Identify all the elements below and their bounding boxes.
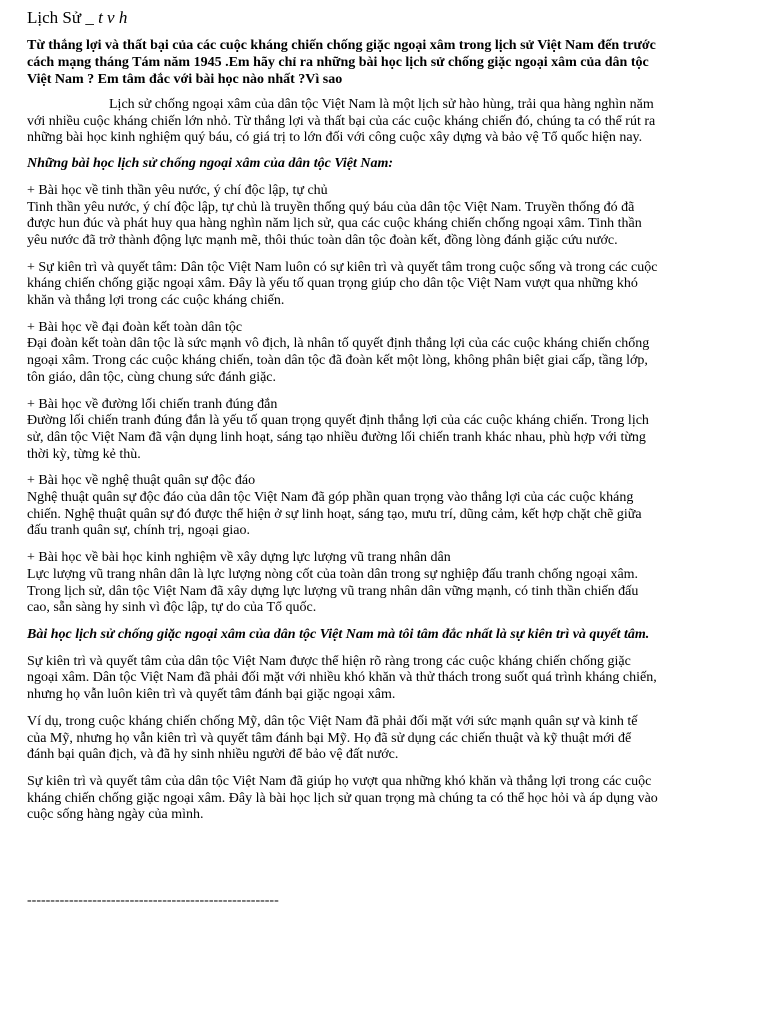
- lesson-item: [27, 320, 659, 387]
- lesson-item: [27, 260, 659, 310]
- lesson-item: [27, 473, 659, 540]
- lesson-text: + Sự kiên trì và quyết tâm: Dân tộc Việt Nam luôn có sự kiên trì và quyết tâm trong cuộc sống và trong các cuộc kháng chiến chống giặc ngoại xâm. Đây là yếu tố quan trọng giúp cho dân tộc Việt Nam vượt qua những khó khăn và thắng lợi trong các cuộc kháng chiến.: [27, 259, 658, 309]
- favorite-lesson-heading: Bài học lịch sử chống giặc ngoại xâm của dân tộc Việt Nam mà tôi tâm đắc nhất là sự kiên trì và quyết tâm.: [27, 626, 650, 642]
- lesson-text: Đường lối chiến tranh đúng đắn là yếu tố quan trọng quyết định thắng lợi của các cuộc kháng chiến. Trong lịch sử, dân tộc Việt Nam đã vận dụng linh hoạt, sáng tạo nhiều đường lối chiến tranh khác nhau, phù hợp với từng thời kỳ, từng kẻ thù.: [27, 413, 649, 462]
- lesson-title: + Bài học về bài học kinh nghiệm về xây dựng lực lượng vũ trang nhân dân: [27, 550, 451, 566]
- divider-line: ------------------------------------------------------: [27, 893, 279, 908]
- lesson-item: [27, 397, 659, 464]
- favorite-paragraph: Sự kiên trì và quyết tâm của dân tộc Việt Nam đã giúp họ vượt qua những khó khăn và thắng lợi trong các cuộc kháng chiến chống giặc ngoại xâm. Đây là bài học lịch sử quan trọng mà chúng ta có thể học hỏi và áp dụng vào cuộc sống hàng ngày của mình.: [27, 773, 658, 823]
- lesson-text: Nghệ thuật quân sự độc đáo của dân tộc Việt Nam đã góp phần quan trọng vào thắng lợi của các cuộc kháng chiến. Nghệ thuật quân sự đó được thể hiện ở sự linh hoạt, sáng tạo, mưu trí, dũng cảm, kết hợp chặt chẽ giữa đấu tranh quân sự, chính trị, ngoại giao.: [27, 490, 642, 539]
- favorite-paragraph: Ví dụ, trong cuộc kháng chiến chống Mỹ, dân tộc Việt Nam đã phải đối mặt với sức mạnh quân sự và kinh tế của Mỹ, nhưng họ vẫn kiên trì và quyết tâm đánh bại Mỹ. Họ đã sử dụng các chiến thuật và kỹ thuật mới để đánh bại quân địch, và đã hy sinh nhiều người để bảo vệ đất nước.: [27, 713, 638, 763]
- lessons-heading: Những bài học lịch sử chống ngoại xâm của dân tộc Việt Nam:: [27, 156, 394, 172]
- intro-paragraph: [27, 97, 659, 147]
- lesson-text: Lực lượng vũ trang nhân dân là lực lượng nòng cốt của toàn dân trong sự nghiệp đấu tranh chống ngoại xâm. Trong lịch sử, dân tộc Việt Nam đã xây dựng lực lượng vũ trang nhân dân vững mạnh, có tinh thần chiến đấu cao, sẵn sàng hy sinh vì độc lập, tự do của Tổ quốc.: [27, 566, 639, 616]
- title-author: t v h: [98, 8, 128, 27]
- lesson-title: + Bài học về tinh thần yêu nước, ý chí độc lập, tự chủ: [27, 182, 328, 198]
- lesson-title: + Bài học về đường lối chiến tranh đúng đắn: [27, 396, 278, 412]
- document-title: [27, 8, 659, 28]
- document-page: [27, 8, 659, 834]
- lesson-item: [27, 183, 659, 250]
- title-main: Lịch Sử _: [27, 8, 99, 27]
- question-heading: Từ thắng lợi và thất bại của các cuộc kháng chiến chống giặc ngoại xâm trong lịch sử Việt Nam đến trước cách mạng tháng Tám năm 1945 .Em hãy chỉ ra những bài học lịch sử chống giặc ngoại xâm của dân tộc Việt Nam ? Em tâm đắc với bài học nào nhất ?Vì sao: [27, 38, 656, 87]
- lesson-text: Tinh thần yêu nước, ý chí độc lập, tự chủ là truyền thống quý báu của dân tộc Việt Nam. Truyền thống đó đã được hun đúc và phát huy qua hàng nghìn năm lịch sử, qua các cuộc kháng chiến chống ngoại xâm. Tinh thần yêu nước đã trở thành động lực mạnh mẽ, thôi thúc toàn dân tộc đoàn kết, đồng lòng đánh giặc cứu nước.: [27, 199, 642, 248]
- lesson-title: + Bài học về đại đoàn kết toàn dân tộc: [27, 319, 243, 335]
- favorite-paragraph: Sự kiên trì và quyết tâm của dân tộc Việt Nam được thể hiện rõ ràng trong các cuộc kháng chiến chống giặc ngoại xâm. Dân tộc Việt Nam đã phải đối mặt với nhiều khó khăn và thử thách trong suốt quá trình kháng chiến, nhưng họ vẫn luôn kiên trì và quyết tâm đánh bại giặc ngoại xâm.: [27, 653, 657, 703]
- lesson-item: [27, 550, 659, 617]
- lesson-title: + Bài học về nghệ thuật quân sự độc đáo: [27, 473, 256, 489]
- intro-text: Lịch sử chống ngoại xâm của dân tộc Việt Nam là một lịch sử hào hùng, trải qua hàng nghìn năm với nhiều cuộc kháng chiến lớn nhỏ. Từ thắng lợi và thất bại của các cuộc kháng chiến đó, chúng ta có thể rút ra những bài học kinh nghiệm quý báu, có giá trị to lớn đối với công cuộc xây dựng và bảo vệ Tổ quốc hiện nay.: [27, 97, 656, 146]
- lessons-list: [27, 183, 659, 617]
- lesson-text: Đại đoàn kết toàn dân tộc là sức mạnh vô địch, là nhân tố quyết định thắng lợi của các cuộc kháng chiến chống ngoại xâm. Trong các cuộc kháng chiến, toàn dân tộc đã đoàn kết một lòng, không phân biệt giai cấp, tầng lớp, tôn giáo, dân tộc, cùng chung sức đánh giặc.: [27, 336, 650, 385]
